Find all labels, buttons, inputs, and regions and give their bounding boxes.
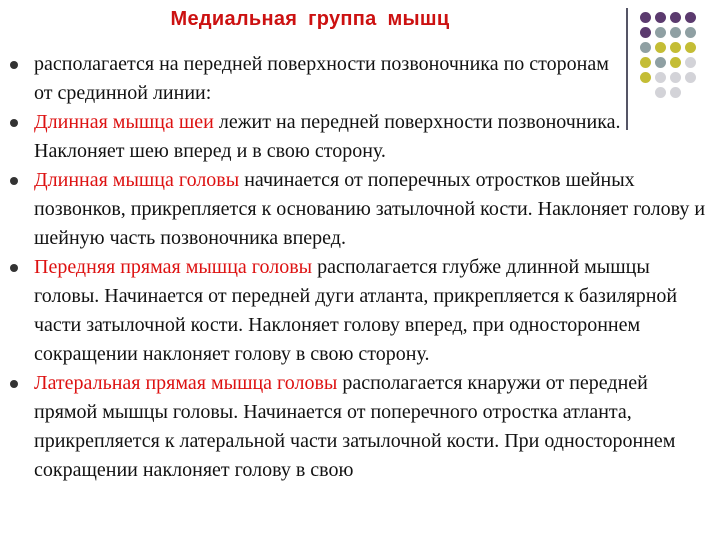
item-text: располагается кнаружи от передней прямой мышцы головы. Начинается от поперечного отростка атланта, прикрепляется к латеральной части затылочной кости. При одностороннем сокращении наклоняет голову в свою [34, 372, 676, 481]
list-item [0, 166, 720, 253]
bullet-icon [10, 177, 18, 185]
bullet-icon [10, 264, 18, 272]
item-highlight: Длинная мышца шеи [34, 111, 214, 133]
dot-shape [655, 12, 666, 23]
item-highlight: Передняя прямая мышца головы [34, 256, 313, 278]
dot-shape [685, 12, 696, 23]
list-item [0, 108, 630, 166]
dot-shape [640, 12, 651, 23]
slide-title: Медиальная группа мышц [170, 8, 450, 30]
bullet-icon [10, 119, 18, 127]
dot-shape [655, 27, 666, 38]
bullet-icon [10, 61, 18, 69]
list-item [0, 253, 720, 369]
list-item [0, 369, 720, 485]
item-text: располагается глубже длинной мышцы головы. Начинается от передней дуги атланта, прикрепляется к базилярной части затылочной кости. Наклоняет голову вперед, при одностороннем сокращении наклоняет голову в свою сторону. [34, 256, 678, 365]
item-text: лежит на передней поверхности позвоночника. Наклоняет шею вперед и в свою сторону. [34, 111, 621, 162]
dot-shape [685, 27, 696, 38]
dot-shape [670, 27, 681, 38]
item-text: начинается от поперечных отростков шейных позвонков, прикрепляется к основанию затылочной кости. Наклоняет голову и шейную часть позвоночника вперед. [34, 169, 706, 249]
bullet-list [0, 50, 720, 485]
dot-shape [670, 12, 681, 23]
item-text: располагается на передней поверхности позвоночника по сторонам от срединной линии: [34, 53, 609, 104]
dot-shape [640, 27, 651, 38]
item-highlight: Латеральная прямая мышца головы [34, 372, 338, 394]
item-highlight: Длинная мышца головы [34, 169, 240, 191]
list-item [0, 50, 630, 108]
bullet-icon [10, 380, 18, 388]
